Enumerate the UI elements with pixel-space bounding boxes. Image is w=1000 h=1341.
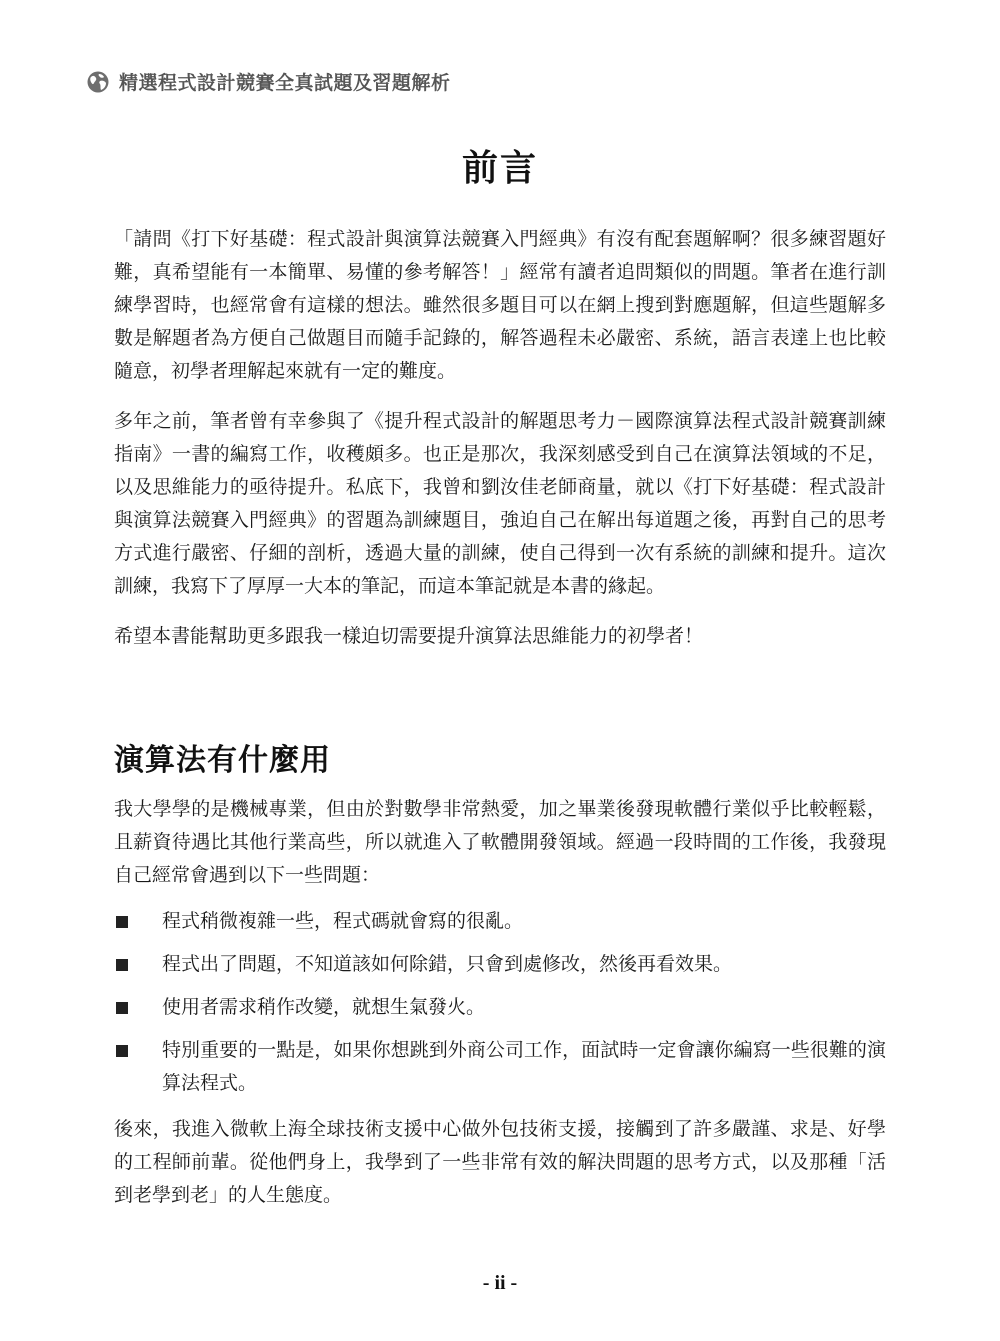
algorithm-section bbox=[114, 793, 886, 1212]
section-heading: 演算法有什麼用 bbox=[114, 743, 331, 778]
globe-icon bbox=[86, 70, 110, 94]
bullet-list bbox=[114, 905, 886, 1100]
bullet-square-icon bbox=[116, 1002, 128, 1014]
list-item-text: 使用者需求稍作改變，就想生氣發火。 bbox=[162, 996, 486, 1018]
page-number: - ii - bbox=[482, 1272, 518, 1294]
list-item-text: 程式稍微複雜一些，程式碼就會寫的很亂。 bbox=[162, 910, 524, 932]
bullet-square-icon bbox=[116, 959, 128, 971]
section-paragraph: 後來，我進入微軟上海全球技術支援中心做外包技術支援，接觸到了許多嚴謹、求是、好學的工程師前輩。從他們身上，我學到了一些非常有效的解決問題的思考方式，以及那種「活到老學到老」的人生態度。 bbox=[114, 1118, 886, 1206]
running-header bbox=[86, 68, 451, 95]
intro-paragraph: 希望本書能幫助更多跟我一樣迫切需要提升演算法思維能力的初學者！ bbox=[114, 625, 704, 647]
list-item-text: 程式出了問題，不知道該如何除錯，只會到處修改，然後再看效果。 bbox=[162, 953, 733, 975]
header-title: 精選程式設計競賽全真試題及習題解析 bbox=[119, 72, 451, 94]
list-item bbox=[114, 991, 886, 1024]
list-item bbox=[114, 905, 886, 938]
list-item-text: 特別重要的一點是，如果你想跳到外商公司工作，面試時一定會讓你編寫一些很難的演算法程式。 bbox=[162, 1039, 886, 1094]
intro-section bbox=[114, 223, 886, 653]
section-paragraph: 我大學學的是機械專業，但由於對數學非常熱愛，加之畢業後發現軟體行業似乎比較輕鬆，且薪資待遇比其他行業高些，所以就進入了軟體開發領域。經過一段時間的工作後，我發現自己經常會遇到以下一些問題： bbox=[114, 798, 886, 886]
list-item bbox=[114, 948, 886, 981]
page-title: 前言 bbox=[461, 148, 538, 189]
intro-paragraph: 多年之前，筆者曾有幸參與了《提升程式設計的解題思考力－國際演算法程式設計競賽訓練指南》一書的編寫工作，收穫頗多。也正是那次，我深刻感受到自己在演算法領域的不足，以及思維能力的亟待提升。私底下，我曾和劉汝佳老師商量，就以《打下好基礎：程式設計與演算法競賽入門經典》的習題為訓練題目，強迫自己在解出每道題之後，再對自己的思考方式進行嚴密、仔細的剖析，透過大量的訓練，使自己得到一次有系統的訓練和提升。這次訓練，我寫下了厚厚一大本的筆記，而這本筆記就是本書的緣起。 bbox=[114, 410, 886, 597]
bullet-square-icon bbox=[116, 1045, 128, 1057]
bullet-square-icon bbox=[116, 916, 128, 928]
intro-paragraph: 「請問《打下好基礎：程式設計與演算法競賽入門經典》有沒有配套題解啊？很多練習題好難，真希望能有一本簡單、易懂的參考解答！」經常有讀者追問類似的問題。筆者在進行訓練學習時，也經常會有這樣的想法。雖然很多題目可以在網上搜到對應題解，但這些題解多數是解題者為方便自己做題目而隨手記錄的，解答過程未必嚴密、系統，語言表達上也比較隨意，初學者理解起來就有一定的難度。 bbox=[114, 228, 886, 382]
list-item bbox=[114, 1034, 886, 1100]
